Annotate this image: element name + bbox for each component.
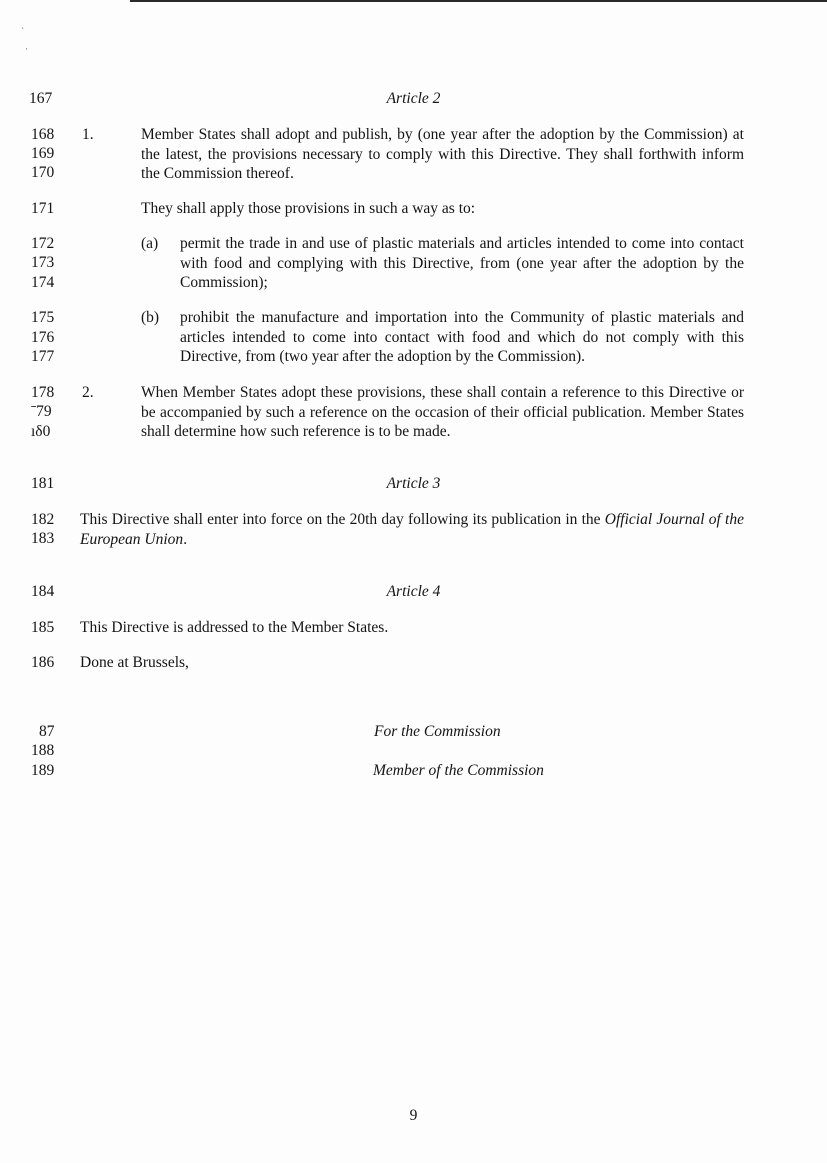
scan-speck: · [25,44,28,54]
line-number: 87 [39,723,55,740]
item-b-text: prohibit the manufacture and importation into the Community of plastic materials and articles intended to come into contact with food and which do not comply with this Directive, from (two year after the adoption by the Commission). [180,309,744,365]
line-number: ˉ79 [31,403,52,420]
article-3-text-start: This Directive shall enter into force on the 20th day following its publication in the [80,511,605,528]
line-number: 181 [31,475,55,492]
item-b-label: (b) [141,309,160,326]
line-number: 186 [31,654,55,671]
line-number: 189 [31,762,55,779]
paragraph-number: 2. [82,384,94,401]
line-number: 185 [31,619,55,636]
line-number: 178 [31,384,55,401]
apply-intro-text: They shall apply those provisions in such a way as to: [141,200,476,217]
line-number: 177 [31,348,55,365]
article-2-heading: Article 2 [386,90,441,107]
article-2-paragraph-2: When Member States adopt these provisions, these shall contain a reference to this Directive or be accompanied by such a reference on the occasion of their official publication. Member States shall determine how such reference is to be made. [141,384,744,440]
for-commission-text: For the Commission [374,723,501,740]
line-number: 174 [31,274,55,291]
line-number: 170 [31,164,55,181]
scan-speck: ` [21,26,24,36]
article-3-text-end: . [183,530,188,548]
line-number: 168 [31,126,55,143]
article-3-text [80,510,744,549]
article-4-text: This Directive is addressed to the Member States. [80,619,389,636]
line-number: 172 [31,235,55,252]
page-number: 9 [409,1107,418,1124]
line-number: ıδ0 [31,423,51,440]
line-number: 175 [31,309,55,326]
line-number: 188 [31,742,55,759]
paragraph-number: 1. [82,126,94,143]
member-of-commission-text: Member of the Commission [373,762,544,779]
line-number: 173 [31,254,55,271]
line-number: 169 [31,145,55,162]
top-rule [130,0,827,2]
line-number: 176 [31,329,55,346]
article-2-paragraph-1: Member States shall adopt and publish, by (one year after the adoption by the Commission) at the latest, the provisions necessary to comply with this Directive. They shall forthwith inform the Commission thereof. [141,126,744,182]
line-number: 183 [31,530,55,547]
done-at-text: Done at Brussels, [80,654,189,671]
article-3-heading: Article 3 [386,475,441,492]
item-a-label: (a) [141,235,159,252]
line-number: 182 [31,511,55,528]
official-journal-title: Official Journal of the European Union [80,511,744,548]
line-number: 171 [31,200,55,217]
article-4-heading: Article 4 [386,583,441,600]
item-a-text: permit the trade in and use of plastic materials and articles intended to come into contact with food and complying with this Directive, from (one year after the adoption by the Commission); [180,235,744,291]
line-number: 184 [31,583,55,600]
line-number: 167 [29,90,53,107]
